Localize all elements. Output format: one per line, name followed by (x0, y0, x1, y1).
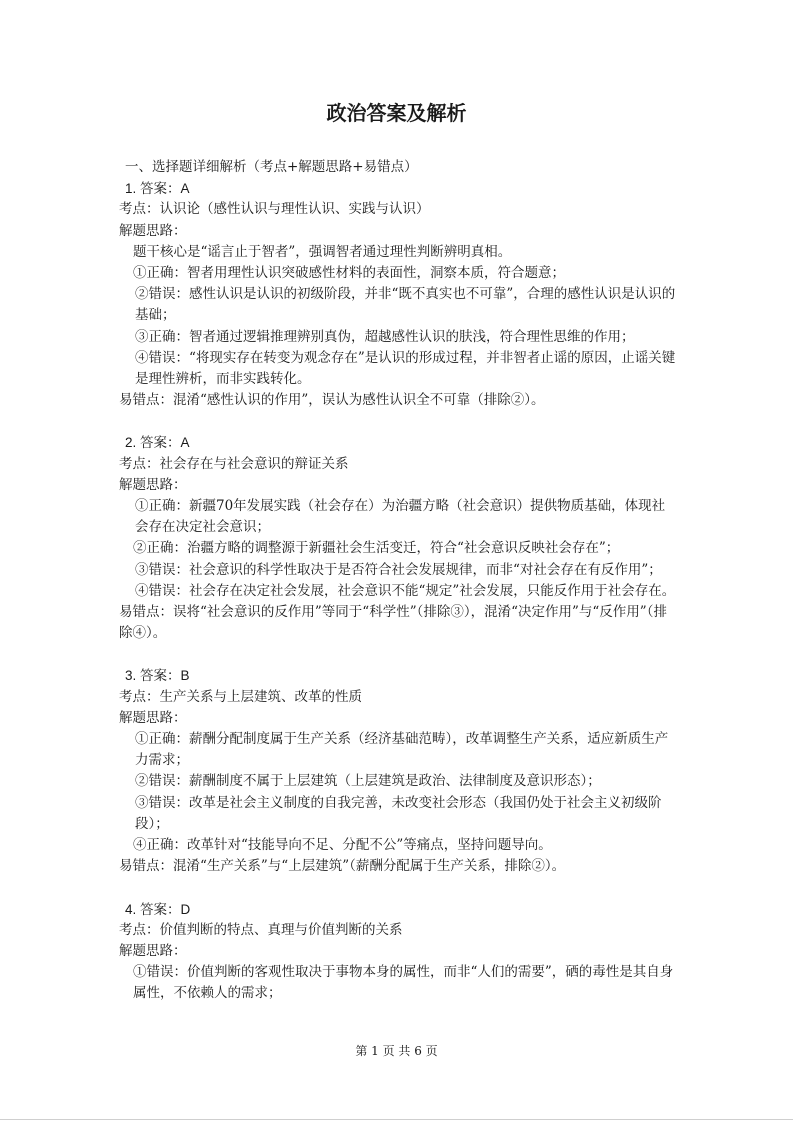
analysis-item: ①正确：薪酬分配制度属于生产关系（经济基础范畴），改革调整生产关系，适应新质生产力需求； (135, 731, 669, 769)
answer-line: 4. 答案：D (125, 901, 191, 917)
sitlu-label: 解题思路： (119, 942, 187, 959)
sitlu-label: 解题思路： (119, 222, 187, 239)
kaodian-line: 考点：认识论（感性认识与理性认识、实践与认识） (119, 201, 430, 218)
sitlu-label: 解题思路： (119, 709, 187, 726)
question-block (119, 665, 677, 877)
analysis-item: ①正确：智者用理性认识突破感性材料的表面性，洞察本质，符合题意； (133, 265, 565, 282)
spacer (119, 878, 677, 899)
kaodian-line: 考点：价值判断的特点、真理与价值判断的关系 (119, 921, 403, 938)
analysis-item: ③正确：智者通过逻辑推理辨别真伪，超越感性认识的肤浅，符合理性思维的作用； (135, 328, 635, 345)
kaodian-line: 考点：生产关系与上层建筑、改革的性质 (119, 688, 362, 705)
analysis-item: ①错误：价值判断的客观性取决于事物本身的属性，而非“人们的需要”，硒的毒性是其自身属性，不依赖人的需求； (133, 964, 674, 1002)
yicuo-line: 易错点：混淆“生产关系”与“上层建筑”（薪酬分配属于生产关系，排除②）。 (119, 858, 566, 875)
answer-line: 2. 答案：A (125, 435, 190, 451)
analysis-item: ③错误：社会意识的科学性取决于是否符合社会发展规律，而非“对社会存在有反作用”； (135, 561, 662, 578)
answer-line: 1. 答案：A (125, 181, 190, 197)
analysis-item: ②错误：薪酬制度不属于上层建筑（上层建筑是政治、法律制度及意识形态）； (135, 773, 601, 790)
analysis-item: ④错误：社会存在决定社会发展，社会意识不能“规定”社会发展，只能反作用于社会存在。 (135, 582, 676, 599)
question-block (119, 432, 677, 644)
question-block (119, 899, 677, 1005)
yicuo-line: 易错点：误将“社会意识的反作用”等同于“科学性”（排除③），混淆“决定作用”与“反作用”（排除④）。 (119, 604, 667, 642)
spacer (119, 411, 677, 432)
section-heading: 一、选择题详细解析（考点+解题思路+易错点） (125, 159, 418, 175)
analysis-item: ①正确：新疆70年发展实践（社会存在）为治疆方略（社会意识）提供物质基础，体现社会存在决定社会意识； (135, 498, 666, 536)
document-body (119, 157, 677, 1005)
analysis-item: ③错误：改革是社会主义制度的自我完善，未改变社会形态（我国仍处于社会主义初级阶段）； (135, 794, 662, 832)
spacer (119, 644, 677, 665)
yicuo-line: 易错点：混淆“感性认识的作用”，误认为感性认识全不可靠（排除②）。 (119, 392, 545, 409)
analysis-item: ②错误：感性认识是认识的初级阶段，并非“既不真实也不可靠”，合理的感性认识是认识的基础； (135, 286, 676, 324)
kaodian-line: 考点：社会存在与社会意识的辩证关系 (119, 455, 349, 472)
sitlu-label: 解题思路： (119, 476, 187, 493)
question-block (119, 178, 677, 411)
page-footer: 第 1 页 共 6 页 (355, 1044, 438, 1058)
analysis-item: ④正确：改革针对“技能导向不足、分配不公”等痛点，坚持问题导向。 (133, 837, 552, 854)
analysis-item: ④错误：“将现实存在转变为观念存在”是认识的形成过程，并非智者止谣的原因，止谣关键是理性辨析，而非实践转化。 (135, 349, 676, 388)
answer-line: 3. 答案：B (125, 668, 190, 684)
page-title: 政治答案及解析 (326, 101, 467, 125)
analysis-item: ②正确：治疆方略的调整源于新疆社会生活变迁，符合“社会意识反映社会存在”； (133, 540, 620, 557)
stem-line: 题干核心是“谣言止于智者”，强调智者通过理性判断辨明真相。 (133, 243, 512, 260)
page-bottom-divider (0, 1119, 793, 1120)
